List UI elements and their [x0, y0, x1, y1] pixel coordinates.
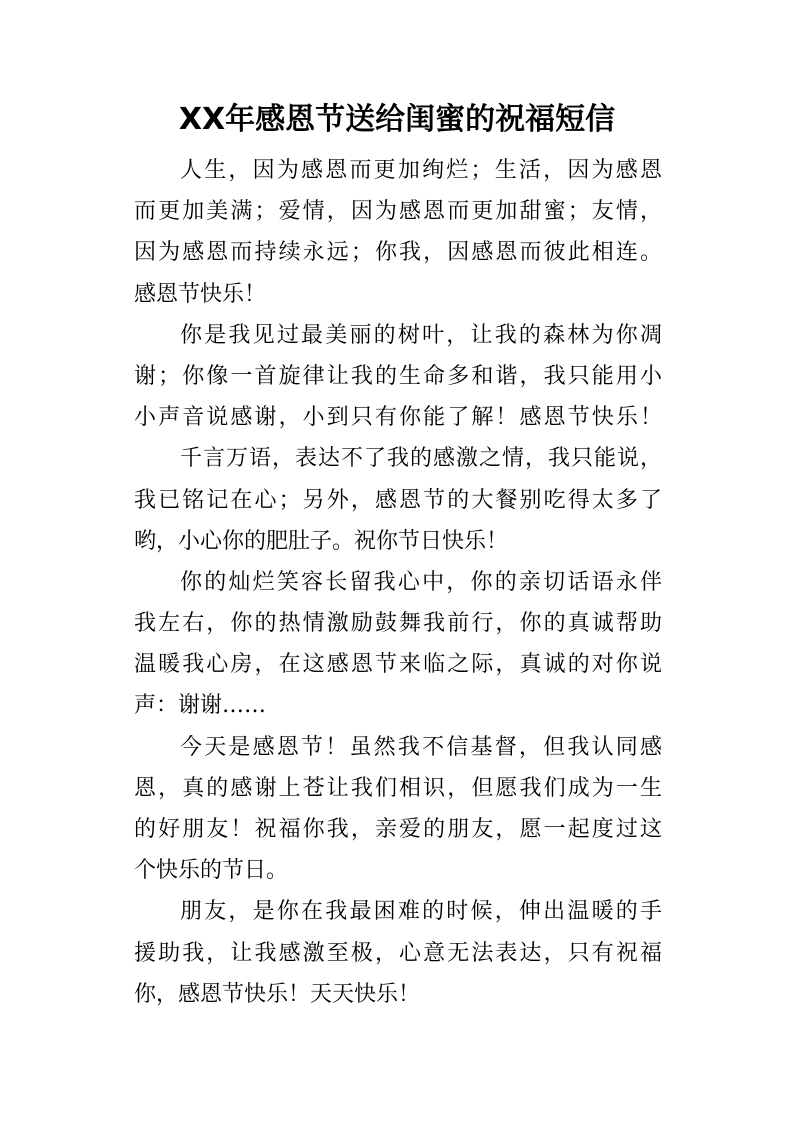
paragraph-5 — [134, 727, 662, 892]
paragraph-line: 谢；你像一首旋律让我的生命多和谐，我只能用小 — [134, 363, 662, 389]
document-title: XX年感恩节送给闺蜜的祝福短信 — [178, 102, 616, 137]
paragraph-line: 小声音说感谢，小到只有你能了解！感恩节快乐！ — [134, 405, 662, 431]
paragraph-line: 恩，真的感谢上苍让我们相识，但愿我们成为一生 — [134, 775, 662, 801]
paragraph-line: 因为感恩而持续永远；你我，因感恩而彼此相连。 — [134, 240, 662, 266]
paragraph-line: 个快乐的节日。 — [134, 858, 289, 884]
paragraph-line: 千言万语，表达不了我的感激之情，我只能说， — [180, 446, 662, 472]
paragraph-line: 我已铭记在心；另外，感恩节的大餐别吃得太多了 — [134, 487, 662, 513]
paragraph-line: 你，感恩节快乐！天天快乐！ — [134, 981, 421, 1007]
paragraph-line: 的好朋友！祝福你我，亲爱的朋友，愿一起度过这 — [134, 817, 662, 842]
paragraph-line: 人生，因为感恩而更加绚烂；生活，因为感恩 — [180, 158, 662, 183]
paragraph-line: 今天是感恩节！虽然我不信基督，但我认同感 — [180, 734, 662, 760]
paragraph-line: 声：谢谢…… — [134, 693, 267, 719]
paragraph-line: 感恩节快乐！ — [134, 281, 267, 307]
paragraph-1 — [134, 150, 662, 315]
paragraph-line: 你是我见过最美丽的树叶，让我的森林为你凋 — [180, 322, 662, 348]
paragraph-2 — [134, 315, 662, 439]
paragraph-line: 而更加美满；爱情，因为感恩而更加甜蜜；友情， — [134, 199, 662, 225]
paragraph-3 — [134, 438, 662, 562]
paragraph-6 — [134, 891, 662, 1015]
paragraph-line: 温暖我心房，在这感恩节来临之际，真诚的对你说 — [134, 652, 662, 678]
paragraph-line: 援助我，让我感激至极，心意无法表达，只有祝福 — [134, 940, 662, 966]
paragraph-line: 朋友，是你在我最困难的时候，伸出温暖的手 — [180, 899, 662, 925]
paragraph-line: 你的灿烂笑容长留我心中，你的亲切话语永伴 — [180, 569, 662, 595]
paragraph-line: 哟，小心你的肥肚子。祝你节日快乐！ — [134, 528, 509, 554]
paragraph-line: 我左右，你的热情激励鼓舞我前行，你的真诚帮助 — [134, 611, 662, 637]
paragraph-4 — [134, 562, 662, 727]
document-body — [134, 150, 662, 1015]
